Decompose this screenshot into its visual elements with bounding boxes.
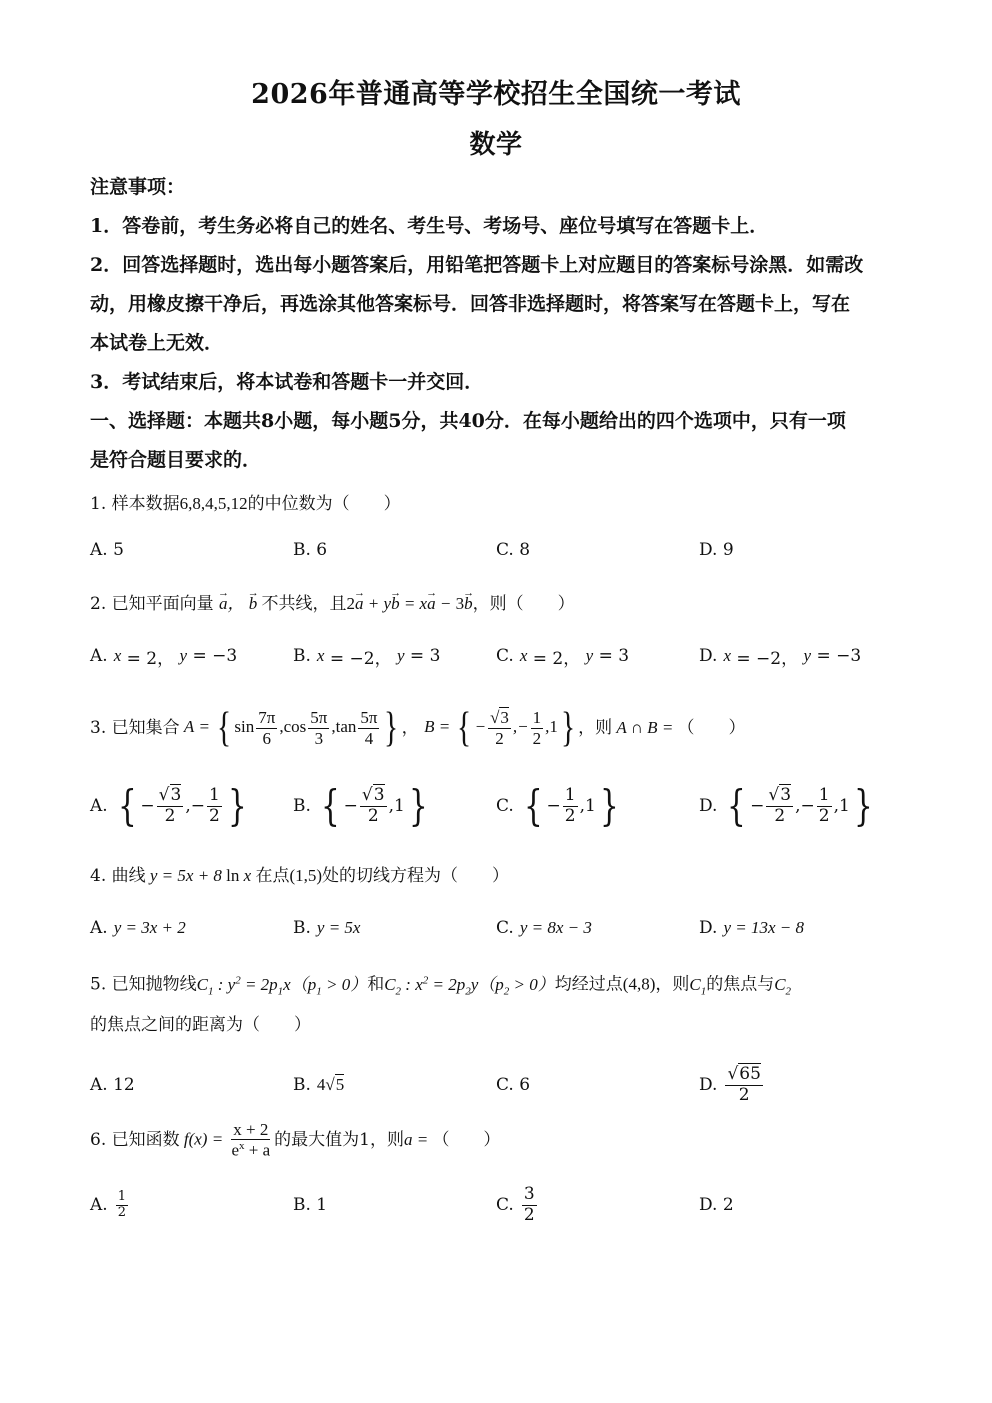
q6-stem-pre: 6. 已知函数 (90, 1130, 180, 1150)
q6-option-c[interactable]: C. $\frac{3}{2}$ (496, 1183, 535, 1225)
q5-option-b[interactable]: B. 4√5 (293, 1075, 345, 1095)
q6-stem-post: （ ） (432, 1130, 501, 1150)
q2-stem-mid: 不共线，且 (261, 594, 347, 614)
instructions-heading: 注意事项： (90, 176, 186, 198)
question-1 (90, 490, 910, 518)
q3-options (90, 776, 910, 836)
q6-option-b[interactable]: B. 1 (293, 1195, 328, 1215)
q4-option-c[interactable]: C. y = 8x − 3 (496, 918, 592, 938)
q1-stem-pre: 1. 样本数据 (90, 494, 180, 514)
q1-option-d[interactable]: D. 9 (699, 540, 734, 560)
q5-options (90, 1055, 910, 1115)
q2-equation: 2→ a + y→ b = x→ a − 3→ b (347, 594, 473, 613)
q4-stem-mid: 在点 (255, 866, 290, 886)
q4-curve: y = 5x + 8 ln x (145, 866, 256, 885)
q1-options (90, 520, 910, 580)
instruction-line-5: 3．考试结束后，将本试卷和答题卡一并交回． (90, 371, 484, 393)
q3-set-a: A = { sin $\frac{7\pi}{6}$ ,cos $\frac{5\pi}{3}$ ,tan $\frac{5\pi}{4}$ } (179, 705, 399, 751)
subject-title: 数学 (469, 130, 523, 160)
q6-stem-mid: 的最大值为1，则 (274, 1130, 404, 1150)
q4-option-a[interactable]: A. y = 3x + 2 (90, 918, 186, 938)
question-2 (90, 590, 910, 618)
q3-stem-pre: 3. 已知集合 (90, 718, 180, 738)
q2-stem-post: ，则（ ） (472, 594, 575, 614)
q5-cond-1: $(p_1 > 0)$ (290, 974, 368, 998)
q5-parabola-1: $C_1$ : $y^2 = 2p_1x$ (196, 974, 291, 998)
section-heading-line-2: 是符合题目要求的． (90, 449, 262, 471)
q1-option-b[interactable]: B. 6 (293, 540, 328, 560)
q5-stem-post2: 的焦点与 (706, 974, 775, 995)
q4-point: (1,5) (289, 866, 323, 885)
q1-option-a[interactable]: A. 5 (90, 540, 124, 560)
instruction-line-1: 1．答卷前，考生务必将自己的姓名、考生号、考场号、座位号填写在答题卡上． (90, 215, 769, 237)
q3-set-b: B = { − $\frac{√3}{2}$ ,− $\frac{1}{2}$ ,1} (424, 705, 576, 751)
q5-point: (4,8) (622, 974, 656, 994)
instruction-line-3: 动，用橡皮擦干净后，再选涂其他答案标号．回答非选择题时，将答案写在答题卡上，写在 (90, 293, 851, 315)
q5-stem-post1: ，则 (655, 974, 690, 995)
q1-data: 6,8,4,5,12 (179, 494, 248, 513)
q3-stem-end: （ ） (677, 718, 746, 738)
q2-option-c[interactable]: C. x = 2， y = 3 (496, 646, 630, 669)
instructions (90, 168, 910, 480)
question-5: 5. 已知抛物线$C_1$ : $y^2 = 2p_1x(p_1 > 0)$和$C_2$ : $x^2 = 2p_2y(p_2 > 0)$均经过点(4,8)，则$C_1$的焦点与$C_2$ (90, 974, 792, 998)
q5-parabola-2: $C_2$ : $x^2 = 2p_2y$ (384, 974, 479, 998)
q6-options (90, 1175, 910, 1235)
q3-option-a[interactable]: A. { − $\frac{√3}{2}$ ,− $\frac{1}{2}$ } (90, 781, 247, 830)
question-3: 3. 已知集合 A = { sin $\frac{7\pi}{6}$ ,cos $\frac{5\pi}{3}$ ,tan $\frac{5\pi}{4}$ } ， B = { − $\frac{√3}{2}$ ,− $\frac{1}{2}$ ,1} ，则 A ∩ B = （ ） (90, 705, 746, 751)
q3-option-c[interactable]: C. { − $\frac{1}{2}$ ,1 } (496, 781, 619, 830)
q2-option-d[interactable]: D. x = −2， y = −3 (699, 646, 862, 669)
question-6: 6. 已知函数 f(x) = $\frac{x + 2}{e^x + a}$ 的最大值为1，则 a = （ ） (90, 1119, 501, 1160)
q4-stem-post: 处的切线方程为（ ） (322, 866, 510, 886)
q4-option-d[interactable]: D. y = 13x − 8 (699, 918, 804, 938)
q2-option-a[interactable]: A. x = 2， y = −3 (90, 646, 238, 669)
q3-option-b[interactable]: B. { − $\frac{√3}{2}$ ,1 } (293, 781, 428, 830)
q5-option-c[interactable]: C. 6 (496, 1075, 531, 1095)
instruction-line-4: 本试卷上无效． (90, 332, 224, 354)
question-4 (90, 862, 910, 890)
section-heading-line-1: 一、选择题：本题共8小题，每小题5分，共40分．在每小题给出的四个选项中，只有一项 (90, 410, 846, 432)
instruction-line-2: 2．回答选择题时，选出每小题答案后，用铅笔把答题卡上对应题目的答案标号涂黑．如需改 (90, 254, 864, 276)
q5-stem-pre: 5. 已知抛物线 (90, 974, 197, 995)
q4-options (90, 898, 910, 958)
q6-option-d[interactable]: D. 2 (699, 1195, 734, 1215)
exam-title: 2026年普通高等学校招生全国统一考试 (251, 79, 741, 110)
q4-stem-pre: 4. 曲线 (90, 866, 146, 886)
q4-option-b[interactable]: B. y = 5x (293, 918, 361, 938)
q5-line-2: 的焦点之间的距离为（ ） (90, 1015, 311, 1035)
q3-option-d[interactable]: D. { − $\frac{√3}{2}$ ,− $\frac{1}{2}$ ,1 } (699, 781, 873, 830)
q2-stem-pre: 2. 已知平面向量 (90, 594, 214, 614)
q2-option-b[interactable]: B. x = −2， y = 3 (293, 646, 441, 669)
q6-option-a[interactable]: A. $\frac{1}{2}$ (90, 1188, 126, 1220)
q3-stem-post: ，则 (578, 718, 613, 738)
q5-cond-2: $(p_2 > 0)$ (478, 974, 555, 998)
q1-stem-post: 的中位数为（ ） (247, 494, 401, 514)
q5-option-a[interactable]: A. 12 (90, 1075, 135, 1095)
q2-vectors: → a， → b (219, 594, 262, 613)
q6-function: f(x) = $\frac{x + 2}{e^x + a}$ (179, 1119, 271, 1160)
q2-options (90, 626, 910, 686)
q5-option-d[interactable]: D. $\frac{√65}{2}$ (699, 1063, 761, 1105)
q5-stem-mid: 均经过点 (554, 974, 623, 995)
q1-option-c[interactable]: C. 8 (496, 540, 531, 560)
q5-stem-and: 和 (367, 974, 385, 995)
